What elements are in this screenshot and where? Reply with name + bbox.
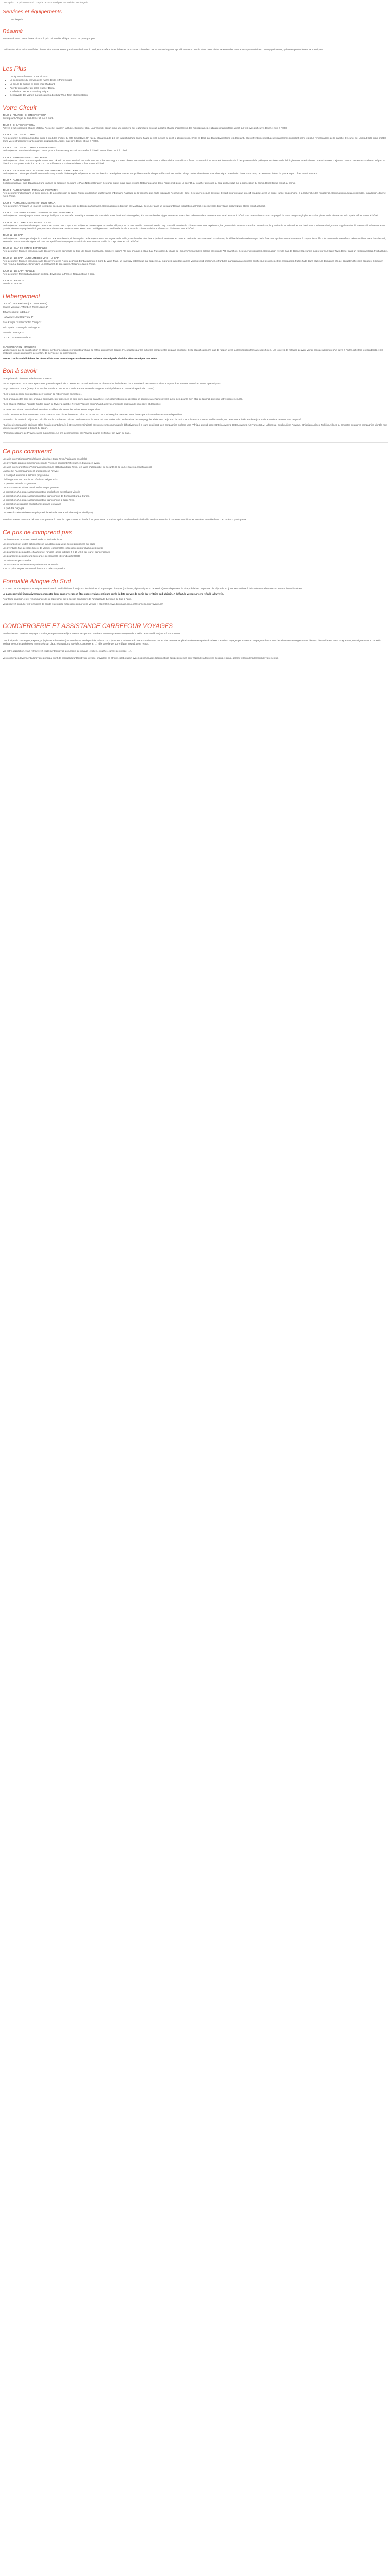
prix-line: Les taxes locales (révisées au prix possible selon la taux applicable au jour du départ) bbox=[3, 511, 93, 514]
day-item bbox=[3, 221, 388, 230]
hotels-list bbox=[3, 306, 388, 340]
prix-note: Note importante : tous nos départs sont garantis à partir de 2 personnes et limités à 16 personnes. Votre inscription en chambre individuelle est donc soumise à certaines conditions et peut être annulée faute d'au moins 2 participants. bbox=[3, 518, 247, 521]
pascompris-line: Les éventuels frais de visas (merci de vérifier les formalités nécessaires pour chacun des pays) bbox=[3, 547, 103, 550]
divider bbox=[3, 442, 388, 443]
resume-title: Résumé bbox=[3, 28, 23, 35]
pascompris-line: Les excursions et visites optionnelles et facultatives qui vous seront proposées sur place bbox=[3, 543, 96, 546]
bon-title: Bon à savoir bbox=[3, 367, 37, 375]
day-title: JOUR 13 : CAP DE BONNE ESPERANCE bbox=[3, 247, 47, 250]
prix-line: Le port des bagages bbox=[3, 507, 24, 510]
concierge-title: CONCIERGERIE ET ASSISTANCE CARREFOUR VOYAGES bbox=[3, 622, 173, 630]
day-description: Petit-déjeuner. Journée consacrée à la découverte de la péninsule du Cap de Bonne Espérance. Croisière jusqu'à l'île aux phoques à Hout Bay. Puis visite du village de Simon's Town et de la colonie de plus de 700 manchots. Déjeuner de poissons. Continuation vers le Cap de Bonne Espérance puis retour sur Cape Town. Dîner dans un restaurant local. Nuit à l'hôtel. bbox=[3, 250, 388, 253]
prix-line: L'accueil et l'accompagnement anglophone à l'arrivée bbox=[3, 470, 59, 473]
bon-section bbox=[3, 367, 388, 435]
day-title: JOUR 5 : JOHANNESBURG - HAZYVIEW bbox=[3, 156, 47, 159]
circuit-title: Votre Circuit bbox=[3, 104, 37, 112]
concierge-p1: En choisissant Carrefour Voyages Conciergerie pour votre séjour, vous optez pour un service d'accompagnement complet de la veille de votre départ jusqu'à votre retour. bbox=[3, 632, 181, 635]
list-item: • 3 safaris en 4x4 et 1 safari aquatique bbox=[10, 90, 388, 93]
day-description: Petit-déjeuner. Journée consacrée à la découverte de la Route des Vins. Embarquement à bord du Wine Tram, un tramway pittoresque qui serpente au cœur des superbes vallées viticoles sud-africaines, offrant des panoramas à couper le souffle sur les vignes et les montagnes. Faites halte dans plusieurs domaines afin de déguster différents cépages. Déjeuner. Puis retour à Capetown. Dîner dans un restaurant de spécialités Africaines. Nuit à l'hôtel. bbox=[3, 260, 383, 266]
hotel-line: Parc Kruger : Umziti Tented Camp 3* bbox=[3, 321, 42, 324]
day-title: JOUR 1 : FRANCE - CHUTES VICTORIA bbox=[3, 114, 46, 117]
day-description: Petit-déjeuner. Route jusqu'à Sainte Lucie puis départ pour un safari aquatique au cœur du Parc de la zone humide d'iSimangaliso, à la recherche des hippopotames et crocodiles. Déjeuner dans un restaurant local. Retour à l'hôtel pour un safari en 4x4 accompagné de votre ranger anglophone sur les pistes de la réserve de Zulu Nyala. Dîner et nuit à l'hôtel. bbox=[3, 214, 379, 217]
day-description: Petit-déjeuner. Transfert à l'aéroport de Durban. Envol pour Cape Town. Déjeuner panier-repas. Accueil et départ pour un tour de ville panoramique du Cap. Vous découvrirez le château de Bonne Espérance, les gratte-ciels, le Victoria & Alfred Waterfront, le quartier de Woodstock et ses boutiques d'artisanat design dans la galerie du Old Biscuit Mill. Découverte du quartier de Bo-Kaap qui se distingue par ses maisons aux couleurs vives. Rencontre privilégiée avec une famille locale. Cours de cuisine malaise et dîner chez l'habitant. Nuit à l'hôtel. bbox=[3, 224, 385, 230]
day-item bbox=[3, 189, 388, 198]
list-item: • La découverte du canyon de la rivière Blyde et Parc Kruger bbox=[10, 78, 388, 82]
prix-line: Les éventuels pré/post acheminements de Province pourront s'effectuer en train ou en avion bbox=[3, 462, 100, 465]
list-item: • Conciergerie bbox=[10, 18, 388, 21]
day-item bbox=[3, 169, 388, 175]
list-item: • Découverte des vignes sud-africaines à bord du Wine Tram et dégustation bbox=[10, 93, 388, 97]
day-title: JOUR 4 : CHUTES VICTORIA - JOHANNESBURG bbox=[3, 146, 57, 149]
day-item bbox=[3, 133, 388, 143]
hotel-line: Johannesburg : Indaba 4* bbox=[3, 311, 30, 314]
day-item bbox=[3, 234, 388, 243]
prix-line: La prestation d'un guide-accompagnateur francophone de Johannesburg à Durban bbox=[3, 495, 90, 498]
concierge-p3: Via notre application, vous retrouverez également tous vos documents de voyage (e-billets, voucher, carnet de voyage, ...). bbox=[3, 650, 132, 653]
classification-title: CLASSIFICATION HÔTELIÈRE bbox=[3, 346, 36, 349]
pascompris-line: Les assurances assistance rapatriement et annulation bbox=[3, 563, 59, 566]
bon-paragraph: * Les Chutes Victoria : Période "hautes eaux" de février à juillet et Période "basses eaux" d'août à janvier, niveau le plus bas de novembre et décembre. bbox=[3, 403, 162, 406]
day-item bbox=[3, 114, 388, 120]
day-title: JOUR 3 : CHUTES VICTORIA bbox=[3, 133, 35, 137]
bon-paragraph: * Note importante : tous nos départs sont garantis à partir de 2 personnes. Votre inscription en chambre individuelle est donc soumise à certaines conditions et peut être annulée faute d'au moins 2 participants. bbox=[3, 382, 222, 385]
bon-paragraph: * Selon les normes internationales, votre chambre sera disponible entre 12h30 et 15h00. En cas d'arrivée plus matinale, vous devrez parfois attendre sa mise à disposition. bbox=[3, 413, 183, 416]
day-description: Envol pour l'Afrique du Sud. Dîner et nuit à bord. bbox=[3, 117, 54, 120]
prix-line: L'hébergement de 13 nuits en hôtels ou lodges 3*/4* bbox=[3, 478, 58, 481]
day-item bbox=[3, 211, 388, 217]
day-title: JOUR 6 : HAZYVIEW - BLYDE RIVER - PILGRIM'S REST - PARC KRUGER bbox=[3, 169, 84, 172]
pascompris-line: Les pourboires des guides, chauffeurs et rangers (à titre indicatif 7 à 10 USD par jour et par personne) bbox=[3, 551, 110, 554]
plus-title: Les Plus bbox=[3, 65, 27, 73]
day-title: JOUR 15 : LE CAP - FRANCE bbox=[3, 269, 35, 273]
services-section bbox=[3, 9, 388, 21]
hotel-line: Zulu Nyala : Zulu Nyala Heritage 3* bbox=[3, 326, 40, 329]
day-description: Collation matinale, puis départ pour une journée de safari en 4x4 dans le Parc National Kruger. Déjeuner pique-nique dans le parc. Retour au camp dans l'après-midi pour un apéritif au coucher du soleil au bord du lac situé sur la concession du camp. Dîner Boma et nuit au camp. bbox=[3, 182, 296, 185]
classification-text: Veuillez noter que la classification en étoiles mentionnée dans ce produit touristique se réfère aux normes locales (NL) établies par les autorités compétentes du pays concerné. Cette classification n'a pas de rapport avec la classification française des hôtels. Les critères de notation peuvent varier considérablement d'un pays à l'autre, reflétant les standards et les pratiques locales en matière de confort, de services et de commodités. bbox=[3, 349, 383, 355]
days-list bbox=[3, 114, 388, 285]
day-item bbox=[3, 156, 388, 165]
resume-section bbox=[3, 28, 388, 52]
page bbox=[0, 0, 391, 673]
bon-paragraph: * Les animaux cités sont des animaux sauvages, leur présence ne peut donc pas être garantie et leur observation reste aléatoire et soumise à certaines règles aussi bien pour le bien-être de l'animal que pour votre propre sécurité. bbox=[3, 398, 243, 401]
pascompris-title: Ce prix ne comprend pas bbox=[3, 529, 72, 536]
prix-line: La prestation d'un guide-accompagnateur francophone à Cape Town bbox=[3, 499, 75, 502]
pascompris-line: Les pourboires des porteurs serveurs et personnel (à titre indicatif 2 USD) bbox=[3, 555, 80, 558]
prix-list bbox=[3, 457, 388, 514]
pascompris-line: Les dépenses personnelles bbox=[3, 559, 31, 562]
concierge-section bbox=[3, 622, 388, 660]
circuit-section bbox=[3, 104, 388, 285]
formalite-p3: Pour toute question, il est recommandé de se rapprocher de la section consulaire de l'ambassade d'Afrique du Sud à Paris. bbox=[3, 598, 132, 601]
day-item bbox=[3, 247, 388, 253]
plus-section bbox=[3, 65, 388, 97]
day-title: JOUR 9 : ROYAUME D'ESWATINI - ZULU NYALA bbox=[3, 201, 56, 205]
day-description: Petit-déjeuner. Départ pour la découverte du canyon de la rivière Blyde. Déjeuner. Route en direction de Pilgrim's Rest et temps libre dans la ville pour découvrir cet ancien village minier classé monument historique. Installation dans votre camp de tentes en lisière du parc Kruger. Dîner et nuit au camp. bbox=[3, 172, 319, 175]
prix-line: La prestation de rangers anglophones durant les safaris bbox=[3, 503, 61, 506]
day-item bbox=[3, 146, 388, 152]
hotel-line: Le Cap : Greate Grande 3* bbox=[3, 336, 31, 340]
prix-line: Les vols intérieurs Chutes Victoria/Johannesburg et Durban/Cape Town, les taxes d'aéroport et de sécurité (à ce jour et sujets à modifications) bbox=[3, 466, 152, 469]
hotel-line: Chutes Victoria : A'Zambezi River Lodge 4* bbox=[3, 306, 48, 309]
prix-line: La pension selon le programme bbox=[3, 482, 36, 485]
day-description: Petit-déjeuner. Transfert à l'aéroport du Cap. Envol pour la France. Repas et nuit à bord. bbox=[3, 273, 95, 276]
day-title: JOUR 16 : FRANCE bbox=[3, 279, 24, 282]
pascompris-line: Les boissons et repas non mentionnés ou indiqués libres bbox=[3, 538, 62, 541]
formalite-section bbox=[3, 578, 388, 606]
day-description: Petit-déjeuner matinal dans le bush, au sein de la concession du camp. Route en direction du Royaume d'Eswatini. Passage de la frontière puis route jusqu'à la Réserve de Hlane. Déjeuner en cours de route. Départ pour un safari en 4x4 et à pied, avec un guide ranger anglophone, à la recherche des rhinocéros. Continuation jusqu'à votre hôtel. Installation, dîner et nuit à l'hôtel. bbox=[3, 192, 386, 198]
hebergement-title: Hébergement bbox=[3, 293, 40, 300]
prix-title: Ce prix comprend bbox=[3, 448, 52, 455]
day-item bbox=[3, 201, 388, 208]
prix-section bbox=[3, 448, 388, 521]
bon-list bbox=[3, 377, 388, 435]
plus-list bbox=[3, 75, 388, 97]
day-description: Petit-déjeuner. Transfert à l'aéroport. Envol pour Johannesburg. Accueil et transfert à l'hôtel. Repas libres. Nuit à l'hôtel. bbox=[3, 149, 128, 152]
day-description: Petit-déjeuner. Arrêt dans un marché local pour découvrir la confection de bougies artisanales. Continuation en direction de Malkhaya. Déjeuner dans un restaurant local. Installation à l'hôtel et découverte d'un village culturel Zulu. Dîner et nuit à l'hôtel. bbox=[3, 205, 266, 208]
bon-paragraph: * Attention : la durée du séjour est calculée sur le nombre de nuits et non le nombre de jours qui peut varier selon les horaires des compagnies aériennes de jour ou de nuit. Les vols retour pourront s'effectuer de jour avec une arrivée le même jour mais le nombre de nuits sera respecté. bbox=[3, 418, 302, 421]
pascompris-section bbox=[3, 529, 388, 570]
bon-paragraph: * Le rythme du circuit est relativement soutenu. bbox=[3, 377, 52, 380]
day-description: Arrivée en France. bbox=[3, 282, 22, 285]
day-description: Petit-déjeuner. Départ pour le jardin botanique de Kirstenbosch, niché au pied de la majestueuse montagne de la Table, c'est l'un des plus beaux jardins botaniques au monde. Véritable trésor national sud-africain, il célèbre la biodiversité unique de la flore du Cap dans un cadre naturel à couper le souffle. Découverte du Waterfront. Déjeuner libre. Dans l'après-midi, ascension au sommet de Signal Hill pour un apéritif au champagne sud-africain avec vue sur la ville du Cap. Dîner et nuit à l'hôtel. bbox=[3, 237, 386, 243]
prix-line: La prestation d'un guide-accompagnateur anglophone aux Chutes Victoria bbox=[3, 490, 80, 494]
list-item: • Les époustouflantes Chutes Victoria bbox=[10, 75, 388, 78]
hotels-subtitle: LES HÔTELS PRÉVUS (OU SIMILAIRES) bbox=[3, 302, 47, 306]
prix-line: Les vols internationaux Paris/Chutes Victoria et Cape Town/Paris avec escale(s) bbox=[3, 457, 87, 461]
bon-paragraph: * Les temps de route sont dilatoires en fonction de l'observation animalière. bbox=[3, 393, 82, 396]
bon-paragraph: * La liste de compagnie aérienne et les horaires sont donnés à titre purement indicatif et vous seront communiqués définitivement à 8 jours du départ. Les compagnies opérant vers l'Afrique du sud sont : British Airways, Qatar Airways, Air France/KLM, Lufthansa, South African Airways, Ethiopian Airlines, Turkish Airlines ou Emirates ou autres compagnies dont le nom vous sera communiqué à 8 jours du départ. bbox=[3, 423, 387, 430]
services-list bbox=[3, 18, 388, 21]
day-description: Petit-déjeuner. Départ pour un tour guidé à pied des chutes du côté Zimbabwe. Un rideau d'eau long de 1,7 km rafraîchit d'une brume haute de 108 mètres au point le plus profond. C'est en 1855 que David Livingstone les découvrit. Elles offrent une multitude de panoramas complant parmi les plus remarquables de la planète. Déjeuner au Lookout Café pour profiter d'une vue extraordinaire sur les gorges du Zambèze. Après-midi libre. Dîner et nuit à l'hôtel. bbox=[3, 137, 386, 143]
formalite-p1: A ce jour, pour les séjours touristiques en Afrique du Sud inférieurs à 90 jours, les titulaires d'un passeport français (ordinaire, diplomatique ou de service) sont dispensés de visa préalable. Un permis de séjour de 90 jours sera délivré à la frontière et à l'entrée sur le territoire sud-africain. bbox=[3, 587, 303, 590]
concierge-p2: Une équipe de concierges, experts, polyglottes et humains (pas de robot !) est disponible 24h sur 24, 7 jours sur 7 et à votre écoute exclusivement par le biais de notre application de messagerie sécurisée. Carrefour Voyages pour vous accompagner dans toutes les situations (enregistrement de vols, démarche sur votre programme, renseignements & conseils, assistance sur les problèmes rencontrés sur place, réservation d'activités, conciergerie, ...) dès la veille de votre départ jusqu'à votre retour. bbox=[3, 639, 382, 646]
day-item bbox=[3, 179, 388, 185]
day-item bbox=[3, 269, 388, 276]
day-item bbox=[3, 279, 388, 285]
day-title: JOUR 14 : LE CAP - LA ROUTE DES VINS - LE CAP bbox=[3, 257, 59, 260]
day-title: JOUR 7 : PARC KRUGER bbox=[3, 179, 30, 182]
list-item: • Le cours de cuisine et dîner chez l'habitant bbox=[10, 82, 388, 86]
resume-text: Un itinéraire riche et immersif des Chutes Victoria aux terres grandioses d'Afrique du Sud, entre safaris inoubliables et rencontres culturelles. De Johannesburg au Cap, découvrez un art de vivre, une cuisine locale et des panoramas spectaculaires. Un voyage intense, rythmé et profondément authentique ! bbox=[3, 48, 323, 52]
hotel-line: Eswatini : George 3* bbox=[3, 331, 24, 334]
hebergement-section bbox=[3, 293, 388, 360]
formalite-p2: Le passeport doit impérativement comporter deux pages vierges et être encore valable 30 jours après la date prévue de sortie du territoire sud-africain. A défaut, le voyageur sera refoulé à l'arrivée. bbox=[3, 592, 224, 596]
formalite-p4[interactable]: Vous pouvez consulter les formalités de santé et de police nécessaires pour votre voyage : http://XXX.www.diplomatie.gouv.fr/ fr/conseils-aux-voyageurs/ bbox=[3, 603, 163, 606]
day-item bbox=[3, 257, 388, 266]
day-title: JOUR 2 : CHUTES VICTORIA bbox=[3, 124, 35, 127]
bon-paragraph: * L'ordre des visites pourrait être inversé ou modifié mais toutes les visites seront respectées. bbox=[3, 408, 101, 411]
day-title: JOUR 12 : LE CAP bbox=[3, 234, 23, 237]
day-title: JOUR 11 : ZULU NYALA - DURBAN - LE CAP bbox=[3, 221, 52, 224]
day-title: JOUR 10 : ZULU NYALA - PARC D'ISIMANGALISO - ZULU NYALA bbox=[3, 211, 74, 214]
services-title: Services et équipements bbox=[3, 9, 62, 15]
bon-paragraph: * Age minimum : 7 ans (Jusqu'à 12 ans les safaris en 4x4 sont soumis à acceptation du ranger et Safari pédestre en Eswatini à partir de 13 ans.) bbox=[3, 387, 155, 391]
day-item bbox=[3, 124, 388, 130]
prix-line: Le transport en minibus selon le programme bbox=[3, 474, 49, 477]
classification-note: En cas d'indisponibilité dans les hôtels cités nous nous chargerons de réserver un hôtel de catégorie similaire sélectionné par nos soins. bbox=[3, 357, 158, 360]
day-description: Arrivée à l'aéroport des Chutes Victoria. Accueil et transfert à l'hôtel. Déjeuner libre. L'après-midi, départ pour une croisière sur le Zambèze où vous aurez la chance d'apercevoir des hippopotames et d'autres mammifères vivant sur les rives du fleuve. Dîner et nuit à l'hôtel. bbox=[3, 127, 288, 130]
list-item: • Apéritif au coucher du soleil et dîner Boma bbox=[10, 86, 388, 90]
concierge-p4: Vos concierges deviennent alors votre principal point de contact durant tout votre voyage, travaillant en étroite collaboration avec nos partenaires locaux et nos équipes internes pour répondre à tous vos besoins et ainsi, garantir le bon déroulement de votre séjour. bbox=[3, 657, 279, 660]
hotel-line: Hazyview : New Hazyview 3* bbox=[3, 316, 34, 319]
day-description: Petit-déjeuner. Visite du township de Soweto en Tuk Tuk. Soweto est situé au Sud-Ouest de Johannesburg. Ce vaste réseau enchevêtré « ville dans la ville » abrite 2,5 millions d'âmes. Soweto doit sa notoriété internationale à des personnalités politiques inspirées de la théologie noire américaine et du Black Power. Déjeuner dans un restaurant Shebeen. Départ en direction d'Hazyview. Arrêt à Corn & Cob pour découvrir la culture Ndebele. Dîner et nuit à l'hôtel. bbox=[3, 159, 386, 165]
day-title: JOUR 8 : PARC KRUGER - ROYAUME D'ESWATINI bbox=[3, 189, 58, 192]
top-nav-line[interactable]: Description Ce prix comprend / Ce prix ne comprend pas Formalités Conciergerie bbox=[3, 1, 88, 4]
resume-intro: Nouveauté 2026 ! Les Chutes Victoria à prix unique dès Afrique du Sud en petit groupe ! bbox=[3, 37, 95, 40]
bon-paragraph: * Possibilité départs de Province avec supplément. Le pré acheminement de Province pourra s'effectuer en avion ou train. bbox=[3, 432, 131, 435]
pascompris-line: Tout ce qui n'est pas mentionné dans « Ce prix comprend » bbox=[3, 567, 65, 570]
prix-line: Les excursions et visites mentionnées au programme bbox=[3, 486, 59, 489]
pascompris-list bbox=[3, 538, 388, 570]
formalite-title: Formalité Afrique du Sud bbox=[3, 578, 71, 585]
